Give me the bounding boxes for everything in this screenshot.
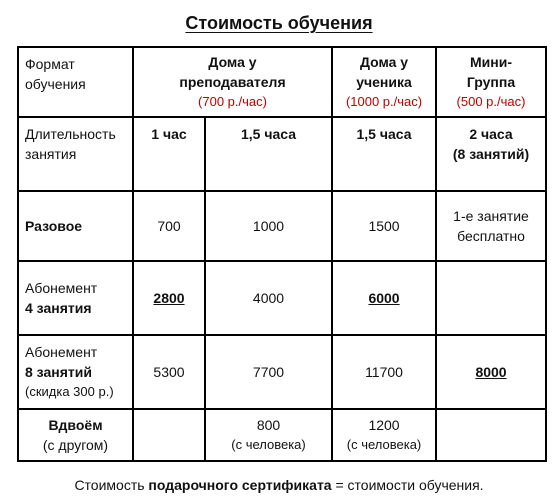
duo-label-line1: Вдвоём: [48, 417, 103, 433]
single-lesson-label: Разовое: [18, 191, 133, 261]
subscription-4-label: [18, 261, 133, 335]
duration-row: [18, 117, 546, 191]
student-home-header-cell: [332, 47, 436, 117]
subscription-8-line1: Абонемент: [25, 344, 98, 360]
duration-group-line2: (8 занятий): [452, 146, 530, 162]
sub4-group-empty: [436, 261, 546, 335]
sub4-teacher-15h-price: 4000: [205, 261, 332, 335]
duration-teacher-15h: 1,5 часа: [205, 117, 332, 191]
duo-label: [18, 409, 133, 461]
single-teacher-1h-price: 700: [133, 191, 205, 261]
single-group-line1: 1-е занятие: [453, 208, 529, 224]
mini-group-header-cell: [436, 47, 546, 117]
single-lesson-row: [18, 191, 546, 261]
duo-group-empty: [436, 409, 546, 461]
duo-teacher-15h-cell: [205, 409, 332, 461]
duration-label-line1: Длительность: [25, 126, 116, 142]
footer-note: [0, 477, 558, 493]
single-teacher-15h-price: 1000: [205, 191, 332, 261]
format-header-line1: Формат: [25, 56, 75, 72]
subscription-8-label: [18, 335, 133, 409]
header-row: [18, 47, 546, 117]
teacher-home-line2: преподавателя: [179, 74, 286, 90]
student-home-line1: Дома у: [359, 54, 409, 70]
page-title: [0, 13, 558, 34]
format-header-cell: [18, 47, 133, 117]
sub4-teacher-1h-price: 2800: [133, 261, 205, 335]
duo-student-note: (с человека): [346, 437, 422, 452]
pricing-table: [17, 46, 547, 462]
duo-student-cell: [332, 409, 436, 461]
duration-label-cell: [18, 117, 133, 191]
duo-student-price: 1200: [368, 417, 400, 433]
sub4-student-price: 6000: [332, 261, 436, 335]
sub8-teacher-15h-price: 7700: [205, 335, 332, 409]
duration-group-line1: 2 часа: [469, 126, 513, 142]
sub8-teacher-1h-price: 5300: [133, 335, 205, 409]
duo-teacher-1h-empty: [133, 409, 205, 461]
sub8-student-price: 11700: [332, 335, 436, 409]
student-home-price: (1000 р./час): [345, 94, 423, 109]
duration-student-15h: 1,5 часа: [332, 117, 436, 191]
subscription-4-line2: 4 занятия: [25, 300, 92, 316]
subscription-8-line2: 8 занятий: [25, 364, 92, 380]
footer-suffix: = стоимости обучения.: [331, 477, 484, 493]
subscription-4-line1: Абонемент: [25, 280, 98, 296]
duration-label-line2: занятия: [25, 146, 77, 162]
duration-teacher-1h: 1 час: [133, 117, 205, 191]
subscription-4-row: [18, 261, 546, 335]
mini-group-price: (500 р./час): [456, 94, 526, 109]
duo-label-line2: (с другом): [42, 437, 109, 453]
single-group-line2: бесплатно: [457, 228, 525, 244]
single-student-price: 1500: [332, 191, 436, 261]
page-title-text: Стоимость обучения: [185, 13, 373, 33]
duo-row: [18, 409, 546, 461]
footer-prefix: Стоимость: [74, 477, 149, 493]
teacher-home-price: (700 р./час): [198, 94, 267, 109]
format-header-line2: обучения: [25, 76, 86, 92]
subscription-8-row: [18, 335, 546, 409]
single-group-cell: [436, 191, 546, 261]
duration-group-cell: [436, 117, 546, 191]
mini-group-line1: Мини-: [470, 54, 513, 70]
footer-bold: подарочного сертификата: [148, 477, 332, 493]
teacher-home-header-cell: [133, 47, 332, 117]
duo-teacher-15h-note: (с человека): [231, 437, 306, 452]
student-home-line2: ученика: [356, 74, 412, 90]
sub8-group-price: 8000: [436, 335, 546, 409]
mini-group-line2: Группа: [466, 74, 516, 90]
subscription-8-discount: (скидка 300 р.): [25, 384, 114, 399]
duo-teacher-15h-price: 800: [256, 417, 281, 433]
teacher-home-line1: Дома у: [208, 54, 257, 70]
